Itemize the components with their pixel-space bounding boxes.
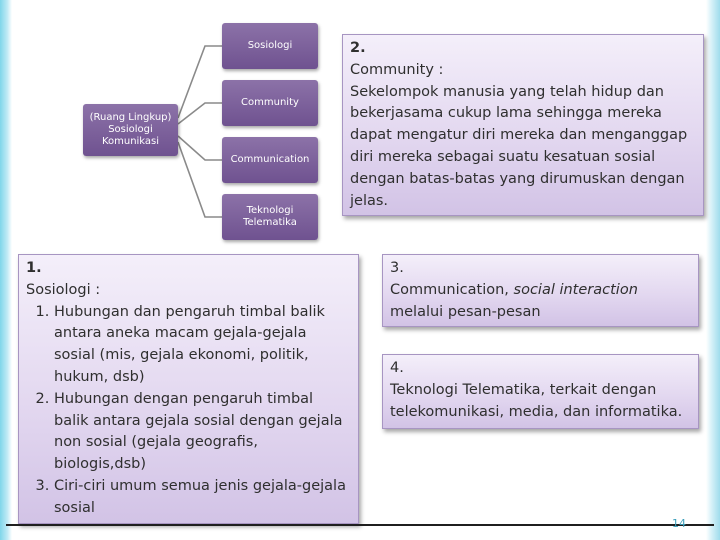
- page-number: 14: [672, 517, 686, 530]
- footer-divider: [6, 524, 714, 526]
- left-decoration-bar: [0, 0, 12, 540]
- node-label-line-2: Telematika: [243, 217, 297, 228]
- right-decoration-bar: [706, 0, 720, 540]
- diagram-node-community: [222, 80, 318, 126]
- box-text-prefix: Communication,: [390, 281, 514, 298]
- connector-teknologi: [178, 142, 222, 217]
- list-item: 2. Hubungan dengan pengaruh timbal balik antara gejala sosial dengan gejala non sosial (gejala geografis, biologis,dsb): [54, 389, 351, 476]
- connector-communication: [178, 136, 222, 160]
- diagram-root-node: [83, 104, 178, 156]
- diagram-node-communication: [222, 137, 318, 183]
- box-number: 3.: [390, 260, 404, 276]
- root-line-3: Komunikasi: [101, 136, 160, 147]
- box-number: 1.: [26, 260, 42, 276]
- box-number: 4.: [390, 360, 404, 376]
- communication-definition-box: [382, 254, 699, 327]
- box-text: Teknologi Telematika, terkait dengan telekomunikasi, media, dan informatika.: [390, 381, 683, 420]
- sosiologi-definition-box: [18, 254, 359, 524]
- list-item: 1. Hubungan dan pengaruh timbal balik antara aneka macam gejala-gejala sosial (mis, gejala ekonomi, politik, hukum, dsb): [54, 302, 351, 389]
- diagram-node-sosiologi: [222, 23, 318, 69]
- box-number: 2.: [350, 40, 366, 56]
- connector-sosiologi: [178, 46, 222, 118]
- root-line-2: Sosiologi: [108, 124, 153, 135]
- box-text-italic: social interaction: [513, 281, 638, 298]
- box-title: Community :: [350, 61, 444, 78]
- list-item: 3. Ciri-ciri umum semua jenis gejala-gejala sosial: [54, 476, 351, 520]
- node-label-line-1: Teknologi: [246, 205, 294, 216]
- community-definition-box: [342, 34, 704, 216]
- box-text: Sekelompok manusia yang telah hidup dan bekerjasama cukup lama sehingga mereka dapat mengatur diri mereka dan menganggap diri mereka sebagai suatu kesatuan sosial dengan batas-batas yang dirumuskan dengan jelas.: [350, 83, 688, 209]
- root-line-1: (Ruang Lingkup): [89, 112, 172, 123]
- node-label: Community: [241, 97, 299, 108]
- node-label: Sosiologi: [247, 40, 293, 51]
- sosiologi-list: [26, 302, 351, 520]
- box-title: Sosiologi :: [26, 281, 101, 298]
- box-text-suffix: melalui pesan-pesan: [390, 303, 541, 320]
- teknologi-telematika-definition-box: [382, 354, 699, 429]
- diagram-node-teknologi-telematika: [222, 194, 318, 240]
- connector-community: [178, 103, 222, 124]
- node-label: Communication: [230, 154, 310, 165]
